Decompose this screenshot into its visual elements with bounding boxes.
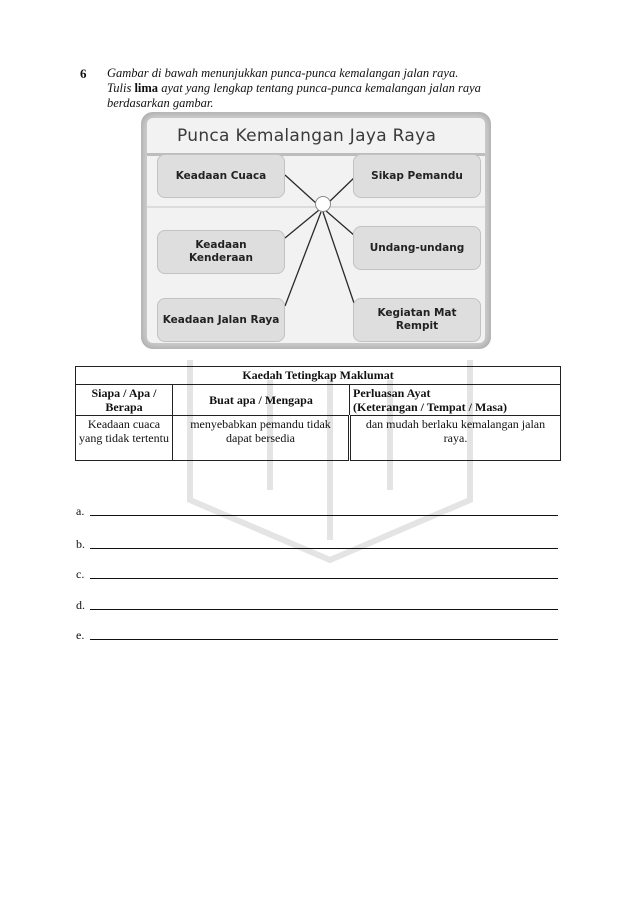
answer-label-e: e. bbox=[76, 628, 85, 642]
box-keadaan-jalan-raya: Keadaan Jalan Raya bbox=[157, 298, 285, 342]
question-line-1: Gambar di bawah menunjukkan punca-punca kemalangan jalan raya. bbox=[107, 66, 459, 80]
answer-label-a: a. bbox=[76, 504, 85, 518]
box-sikap-pemandu: Sikap Pemandu bbox=[353, 154, 481, 198]
diagram-title: Punca Kemalangan Jaya Raya bbox=[177, 126, 437, 146]
question-line-2 bbox=[107, 81, 547, 96]
answer-label-c: c. bbox=[76, 567, 85, 581]
header-buat-apa: Buat apa / Mengapa bbox=[173, 385, 350, 416]
question-line-3: berdasarkan gambar. bbox=[107, 96, 214, 110]
watermark-graphic bbox=[130, 350, 530, 650]
diagram-panel bbox=[147, 118, 485, 343]
connector-bottom-left bbox=[285, 212, 321, 306]
header-perluasan-line-1: Perluasan Ayat bbox=[353, 386, 431, 400]
table-title: Kaedah Tetingkap Maklumat bbox=[76, 367, 561, 385]
question-text bbox=[107, 66, 547, 111]
answer-label-b: b. bbox=[76, 537, 85, 551]
cell-perluasan: dan mudah berlaku kemalangan jalan raya. bbox=[350, 416, 561, 461]
connector-mid-left bbox=[285, 210, 319, 238]
question-line-2-end: ayat yang lengkap tentang punca-punca kemalangan jalan raya bbox=[158, 81, 481, 95]
watermark-bars bbox=[270, 380, 390, 540]
header-siapa: Siapa / Apa / Berapa bbox=[76, 385, 173, 416]
diagram-center-node bbox=[315, 196, 331, 212]
box-keadaan-cuaca: Keadaan Cuaca bbox=[157, 154, 285, 198]
header-perluasan-line-2: (Keterangan / Tempat / Masa) bbox=[353, 400, 507, 414]
causes-diagram bbox=[141, 112, 491, 349]
question-emphasis: lima bbox=[134, 81, 159, 95]
box-kegiatan-mat-rempit: Kegiatan Mat Rempit bbox=[353, 298, 481, 342]
connector-bottom-right bbox=[323, 212, 355, 306]
cell-buat-apa: menyebabkan pemandu tidak dapat bersedia bbox=[173, 416, 350, 461]
box-keadaan-kenderaan: Keadaan Kenderaan bbox=[157, 230, 285, 274]
question-number: 6 bbox=[80, 66, 87, 81]
connector-top-left bbox=[285, 175, 317, 204]
answer-label-d: d. bbox=[76, 598, 85, 612]
cell-siapa: Keadaan cuaca yang tidak tertentu bbox=[76, 416, 173, 461]
question-line-2-start: Tulis bbox=[107, 81, 135, 95]
box-undang-undang: Undang-undang bbox=[353, 226, 481, 270]
